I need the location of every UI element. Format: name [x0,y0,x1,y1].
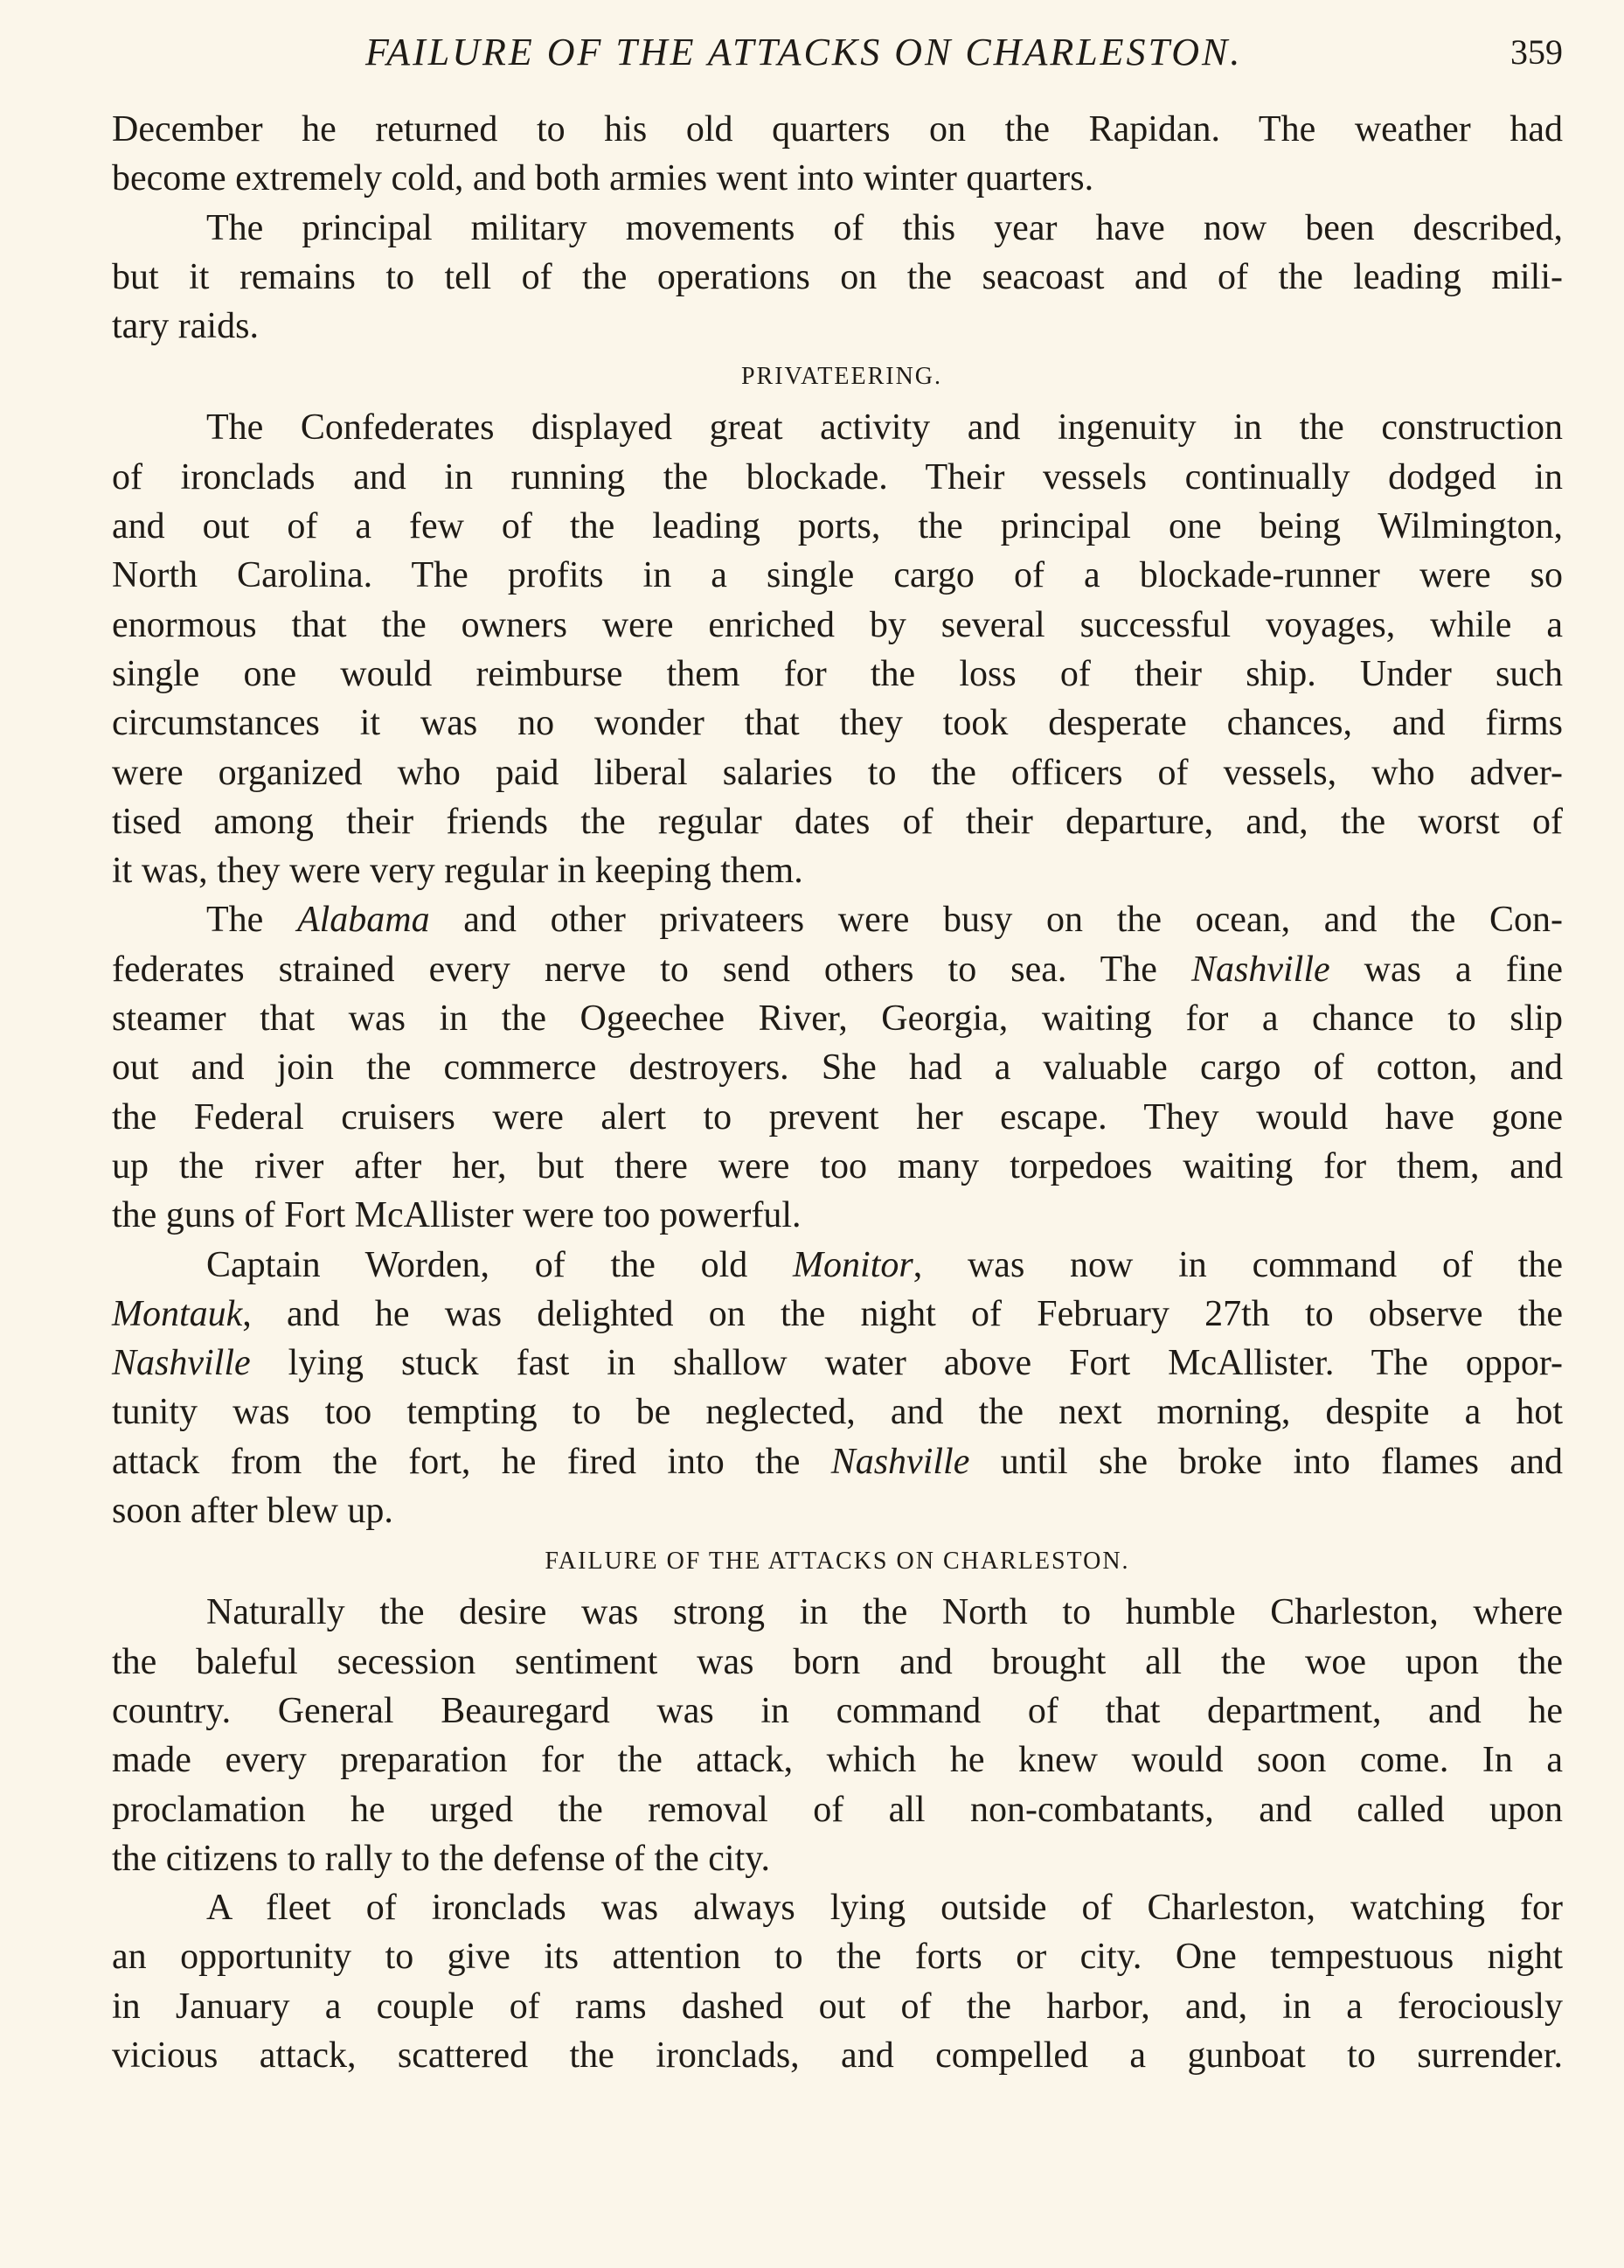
text-line: the guns of Fort McAllister were too powerful. [112,1195,802,1236]
text-line: The principal military movements of this year have now been described, [206,207,1563,248]
text-line: were organized who paid liberal salaries to the officers of vessels, who adver- [112,752,1563,793]
text-line: proclamation he urged the removal of all non-combatants, and called upon [112,1789,1563,1830]
running-title: FAILURE OF THE ATTACKS ON CHARLESTON. [365,31,1243,73]
text-line: circumstances it was no wonder that they took desperate chances, and firms [112,703,1563,744]
section-heading: FAILURE OF THE ATTACKS ON CHARLESTON. [545,1548,1130,1576]
text-line: Naturally the desire was strong in the North to humble Charleston, where [206,1592,1563,1633]
text-line: Captain Worden, of the old Monitor, was now in command of the [206,1244,1563,1285]
text-line: tary raids. [112,306,259,347]
text-line: The Alabama and other privateers were busy on the ocean, and the Con- [206,900,1564,941]
text-line: vicious attack, scattered the ironclads, and compelled a gunboat to surrender. [112,2035,1563,2076]
text-line: soon after blew up. [112,1491,393,1532]
text-line: enormous that the owners were enriched by several successful voyages, while a [112,604,1563,645]
text-line: the Federal cruisers were alert to prevent her escape. They would have gone [112,1096,1563,1137]
text-line: an opportunity to give its attention to the forts or city. One tempestuous night [112,1937,1563,1978]
text-line: become extremely cold, and both armies went into winter quarters. [112,158,1094,199]
text-line: in January a couple of rams dashed out of the harbor, and, in a ferociously [112,1986,1563,2027]
text-line: Montauk, and he was delighted on the night of February 27th to observe the [112,1293,1563,1334]
text-line: A fleet of ironclads was always lying outside of Charleston, watching for [206,1888,1563,1929]
body-text [112,105,1563,2080]
text-line: the baleful secession sentiment was born and brought all the woe upon the [112,1641,1563,1682]
text-line: tised among their friends the regular dates of their departure, and, the worst of [112,801,1563,842]
text-line: steamer that was in the Ogeechee River, Georgia, waiting for a chance to slip [112,998,1563,1040]
text-line: The Confederates displayed great activity and ingenuity in the construction [206,407,1563,449]
page-number: 359 [1510,32,1563,72]
section-heading: PRIVATEERING. [740,363,943,391]
text-line: federates strained every nerve to send others to sea. The Nashville was a fine [112,949,1563,990]
text-line: but it remains to tell of the operations on the seacoast and of the leading mili- [112,256,1563,297]
text-line: country. General Beauregard was in command of that department, and he [112,1690,1563,1731]
text-line: it was, they were very regular in keeping them. [112,851,803,892]
text-line: Nashville lying stuck fast in shallow water above Fort McAllister. The oppor- [112,1343,1563,1384]
text-line: attack from the fort, he fired into the Nashville until she broke into flames and [112,1441,1563,1482]
text-line: of ironclads and in running the blockade. Their vessels continually dodged in [112,456,1563,497]
text-line: and out of a few of the leading ports, the principal one being Wilmington, [112,506,1563,547]
text-line: tunity was too tempting to be neglected, and the next morning, despite a hot [112,1392,1563,1433]
text-line: out and join the commerce destroyers. She had a valuable cargo of cotton, and [112,1047,1563,1089]
text-line: December he returned to his old quarters on the Rapidan. The weather had [112,109,1563,150]
running-head [112,30,1563,82]
text-line: made every preparation for the attack, which he knew would soon come. In a [112,1740,1563,1781]
text-line: single one would reimburse them for the loss of their ship. Under such [112,653,1563,694]
text-line: the citizens to rally to the defense of the city. [112,1838,771,1879]
text-line: North Carolina. The profits in a single cargo of a blockade-runner were so [112,555,1563,596]
text-line: up the river after her, but there were too many torpedoes waiting for them, and [112,1145,1563,1186]
